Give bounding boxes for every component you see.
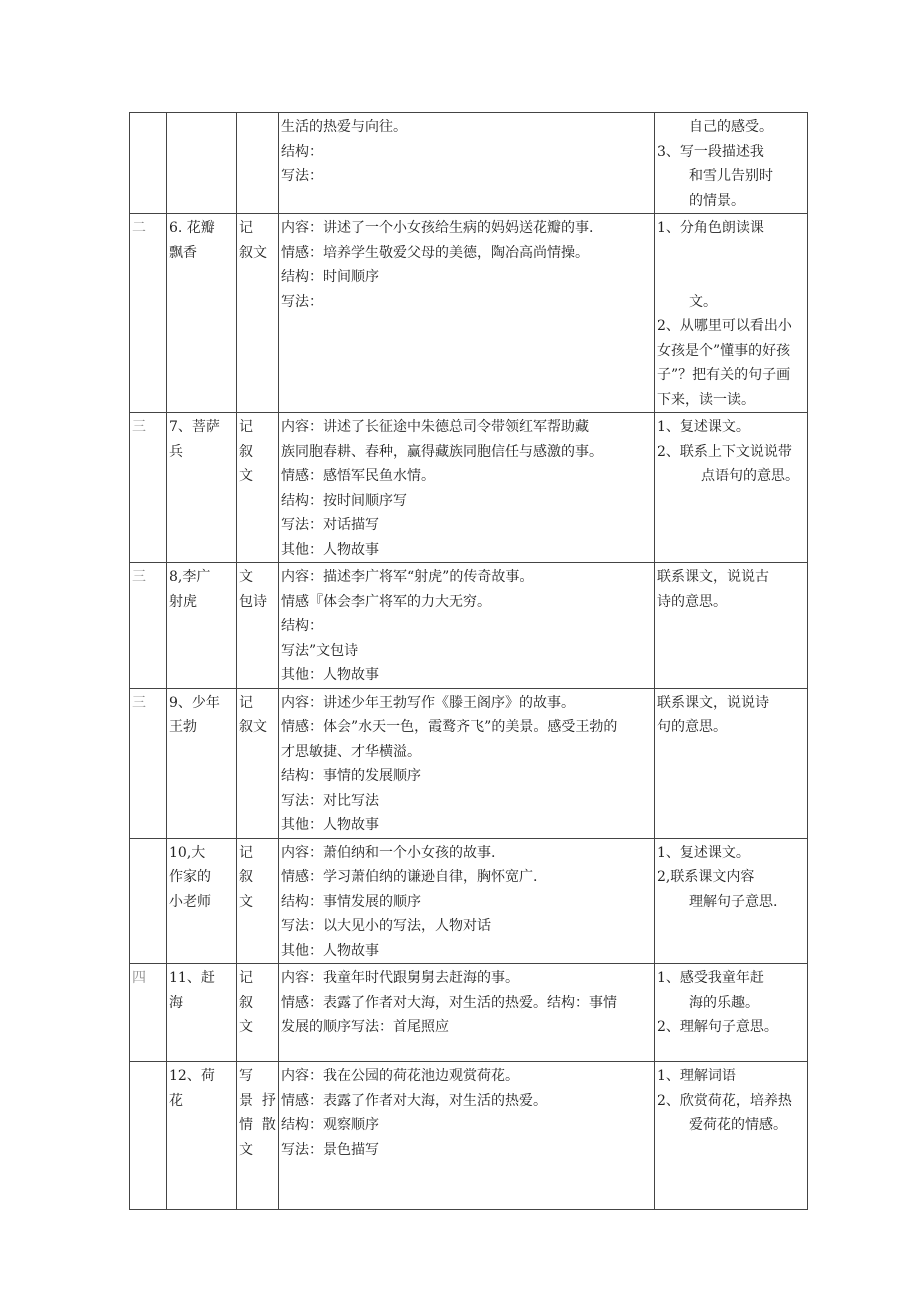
analysis-line: 内容：讲述了长征途中朱德总司令带领红军帮助藏 bbox=[281, 419, 589, 435]
analysis-cell bbox=[279, 964, 655, 1062]
analysis-cell bbox=[279, 113, 655, 214]
analysis-line: 其他：人物故事 bbox=[281, 942, 379, 959]
analysis-line: 写法：景色描写 bbox=[281, 1141, 379, 1158]
activity-cell bbox=[655, 838, 808, 964]
genre-line: 叙 bbox=[239, 443, 253, 460]
lesson-title-line: 飘香 bbox=[169, 244, 197, 261]
lesson-title-line: 6. 花瓣 bbox=[169, 220, 215, 236]
lesson-plan-table bbox=[129, 112, 808, 1210]
unit-label: 三 bbox=[132, 694, 146, 711]
analysis-line: 内容：萧伯纳和一个小女孩的故事. bbox=[281, 844, 496, 861]
lesson-title-line: 小老师 bbox=[169, 893, 211, 910]
analysis-line: 生活的热爱与向往。 bbox=[281, 119, 407, 135]
analysis-line: 情感『体会李广将军的力大无穷。 bbox=[281, 593, 491, 610]
activity-cell bbox=[655, 214, 808, 413]
analysis-line: 写法： bbox=[281, 168, 323, 184]
analysis-line: 结构：按时间顺序写 bbox=[281, 492, 407, 509]
activity-line: 的情景。 bbox=[689, 192, 745, 209]
genre-line: 叙文 bbox=[239, 244, 267, 261]
activity-cell bbox=[655, 113, 808, 214]
activity-line: 理解句子意思. bbox=[689, 893, 778, 910]
analysis-line: 结构：事情的发展顺序 bbox=[281, 768, 421, 784]
lesson-title-line: 作家的 bbox=[169, 869, 211, 885]
genre-cell bbox=[237, 214, 279, 413]
lesson-row bbox=[130, 563, 808, 689]
genre-cell bbox=[237, 688, 279, 838]
analysis-cell bbox=[279, 214, 655, 413]
unit-label: 二 bbox=[132, 220, 146, 236]
activity-line: 女孩是个”懂事的好孩 bbox=[657, 342, 791, 359]
analysis-line: 情感：表露了作者对大海，对生活的热爱。结构：事情 bbox=[281, 994, 617, 1011]
lesson-row bbox=[130, 413, 808, 563]
analysis-line: 写法”文包诗 bbox=[281, 642, 359, 659]
analysis-cell bbox=[279, 1062, 655, 1210]
activity-line: 诗的意思。 bbox=[657, 593, 727, 610]
analysis-line: 情感：培养学生敬爱父母的美德，陶冶高尚情操。 bbox=[281, 244, 589, 261]
lesson-title-cell bbox=[167, 563, 237, 689]
unit-cell bbox=[130, 563, 167, 689]
genre-line: 景 抒 bbox=[239, 1092, 276, 1109]
genre-line: 记 bbox=[239, 220, 253, 236]
analysis-line: 情感：学习萧伯纳的谦逊自律，胸怀宽广. bbox=[281, 869, 538, 885]
lesson-title-line: 11、赶 bbox=[169, 970, 215, 986]
unit-label: 三 bbox=[132, 569, 146, 585]
lesson-title-line: 兵 bbox=[169, 443, 183, 460]
lesson-row bbox=[130, 113, 808, 214]
analysis-line: 写法：以大见小的写法，人物对话 bbox=[281, 918, 491, 934]
analysis-line: 结构： bbox=[281, 143, 323, 160]
lesson-title-cell bbox=[167, 113, 237, 214]
activity-cell bbox=[655, 413, 808, 563]
activity-line: 自己的感受。 bbox=[689, 119, 773, 135]
activity-line: 1、感受我童年赶 bbox=[657, 970, 764, 986]
lesson-title-line: 8,李广 bbox=[169, 569, 211, 585]
analysis-line: 结构：时间顺序 bbox=[281, 269, 379, 285]
analysis-line: 内容：讲述了一个小女孩给生病的妈妈送花瓣的事. bbox=[281, 220, 594, 236]
genre-line: 文 bbox=[239, 468, 253, 484]
analysis-line: 写法：对比写法 bbox=[281, 792, 379, 809]
activity-cell bbox=[655, 688, 808, 838]
activity-line: 3、写一段描述我 bbox=[657, 143, 764, 160]
lesson-row bbox=[130, 838, 808, 964]
analysis-line: 内容：我在公园的荷花池边观赏荷花。 bbox=[281, 1068, 519, 1084]
activity-line: 1、理解词语 bbox=[657, 1068, 736, 1084]
genre-cell bbox=[237, 838, 279, 964]
activity-line: 联系课文，说说古 bbox=[657, 569, 769, 585]
analysis-line: 结构：事情发展的顺序 bbox=[281, 893, 421, 910]
activity-line: 2、从哪里可以看出小 bbox=[657, 318, 792, 334]
genre-line: 叙 bbox=[239, 994, 253, 1011]
genre-line: 文 bbox=[239, 1141, 253, 1158]
unit-cell bbox=[130, 413, 167, 563]
analysis-line: 才思敏捷、才华横溢。 bbox=[281, 743, 421, 760]
activity-cell bbox=[655, 563, 808, 689]
analysis-line: 其他：人物故事 bbox=[281, 667, 379, 683]
genre-line: 叙文 bbox=[239, 719, 267, 735]
unit-cell bbox=[130, 113, 167, 214]
analysis-line: 情感：感悟军民鱼水情。 bbox=[281, 468, 435, 484]
activity-line: 联系课文，说说诗 bbox=[657, 694, 769, 711]
lesson-title-cell bbox=[167, 964, 237, 1062]
analysis-line: 结构：观察顺序 bbox=[281, 1117, 379, 1133]
unit-label: 四 bbox=[132, 970, 146, 986]
lesson-title-cell bbox=[167, 413, 237, 563]
lesson-title-line: 射虎 bbox=[169, 593, 197, 610]
genre-cell bbox=[237, 964, 279, 1062]
genre-line: 情 散 bbox=[239, 1117, 276, 1133]
activity-line bbox=[657, 241, 805, 266]
genre-line: 叙 bbox=[239, 869, 253, 885]
unit-label: 三 bbox=[132, 419, 146, 435]
genre-line: 文 bbox=[239, 893, 253, 910]
genre-line: 记 bbox=[239, 419, 253, 435]
lesson-title-line: 9、少年 bbox=[169, 694, 220, 711]
genre-line: 记 bbox=[239, 970, 253, 986]
activity-line: 2,联系课文内容 bbox=[657, 869, 755, 885]
lesson-title-cell bbox=[167, 214, 237, 413]
analysis-cell bbox=[279, 413, 655, 563]
lesson-title-line: 10,大 bbox=[169, 844, 206, 861]
analysis-line: 内容：描述李广将军“射虎”的传奇故事。 bbox=[281, 569, 534, 585]
lesson-title-cell bbox=[167, 688, 237, 838]
activity-cell bbox=[655, 964, 808, 1062]
activity-line: 句的意思。 bbox=[657, 719, 727, 735]
activity-line: 1、复述课文。 bbox=[657, 419, 750, 435]
lesson-title-line: 7、菩萨 bbox=[169, 419, 220, 435]
genre-line: 记 bbox=[239, 694, 253, 711]
analysis-line: 其他：人物故事 bbox=[281, 817, 379, 833]
unit-cell bbox=[130, 964, 167, 1062]
genre-cell bbox=[237, 413, 279, 563]
lesson-plan-body bbox=[130, 113, 808, 1210]
unit-cell bbox=[130, 838, 167, 964]
lesson-row bbox=[130, 214, 808, 413]
lesson-title-line: 海 bbox=[169, 994, 183, 1011]
genre-cell bbox=[237, 563, 279, 689]
activity-line: 文。 bbox=[689, 293, 717, 310]
lesson-title-cell bbox=[167, 838, 237, 964]
genre-line: 文 bbox=[239, 1019, 253, 1035]
activity-line: 下来，读一读。 bbox=[657, 391, 755, 408]
activity-line: 海的乐趣。 bbox=[689, 994, 759, 1011]
lesson-title-line: 王勃 bbox=[169, 719, 197, 735]
lesson-row bbox=[130, 688, 808, 838]
lesson-row bbox=[130, 1062, 808, 1210]
activity-line: 子”？把有关的句子画 bbox=[657, 367, 791, 383]
activity-line: 2、联系上下文说说带 bbox=[657, 443, 792, 460]
genre-cell bbox=[237, 113, 279, 214]
activity-line: 和雪儿告别时 bbox=[689, 168, 773, 184]
unit-cell bbox=[130, 688, 167, 838]
genre-cell bbox=[237, 1062, 279, 1210]
activity-line: 2、欣赏荷花，培养热 bbox=[657, 1092, 792, 1109]
analysis-cell bbox=[279, 838, 655, 964]
unit-cell bbox=[130, 214, 167, 413]
analysis-line: 其他：人物故事 bbox=[281, 541, 379, 558]
analysis-line: 写法：对话描写 bbox=[281, 517, 379, 533]
analysis-line: 情感：表露了作者对大海，对生活的热爱。 bbox=[281, 1092, 547, 1109]
activity-line: 1、复述课文。 bbox=[657, 844, 750, 861]
analysis-line: 族同胞春耕、春种，赢得藏族同胞信任与感激的事。 bbox=[281, 443, 603, 460]
genre-line: 文 bbox=[239, 569, 253, 585]
genre-line: 记 bbox=[239, 844, 253, 861]
activity-line: 点语句的意思。 bbox=[701, 468, 799, 484]
lesson-title-line: 花 bbox=[169, 1092, 183, 1109]
activity-line: 2、理解句子意思。 bbox=[657, 1019, 778, 1035]
activity-line bbox=[657, 265, 805, 290]
activity-cell bbox=[655, 1062, 808, 1210]
analysis-line: 内容：我童年时代跟舅舅去赶海的事。 bbox=[281, 970, 519, 986]
lesson-row bbox=[130, 964, 808, 1062]
analysis-line: 结构： bbox=[281, 618, 323, 634]
analysis-line: 内容：讲述少年王勃写作《滕王阁序》的故事。 bbox=[281, 694, 575, 711]
analysis-line: 写法： bbox=[281, 293, 323, 310]
analysis-cell bbox=[279, 688, 655, 838]
unit-cell bbox=[130, 1062, 167, 1210]
analysis-line: 发展的顺序写法：首尾照应 bbox=[281, 1019, 449, 1035]
analysis-cell bbox=[279, 563, 655, 689]
lesson-title-line: 12、荷 bbox=[169, 1068, 215, 1084]
genre-line: 包诗 bbox=[239, 593, 267, 610]
genre-line: 写 bbox=[239, 1068, 253, 1084]
activity-line: 爱荷花的情感。 bbox=[689, 1117, 787, 1133]
lesson-title-cell bbox=[167, 1062, 237, 1210]
analysis-line: 情感：体会”水天一色，霞鹜齐飞”的美景。感受王勃的 bbox=[281, 719, 618, 735]
activity-line: 1、分角色朗读课 bbox=[657, 220, 764, 236]
